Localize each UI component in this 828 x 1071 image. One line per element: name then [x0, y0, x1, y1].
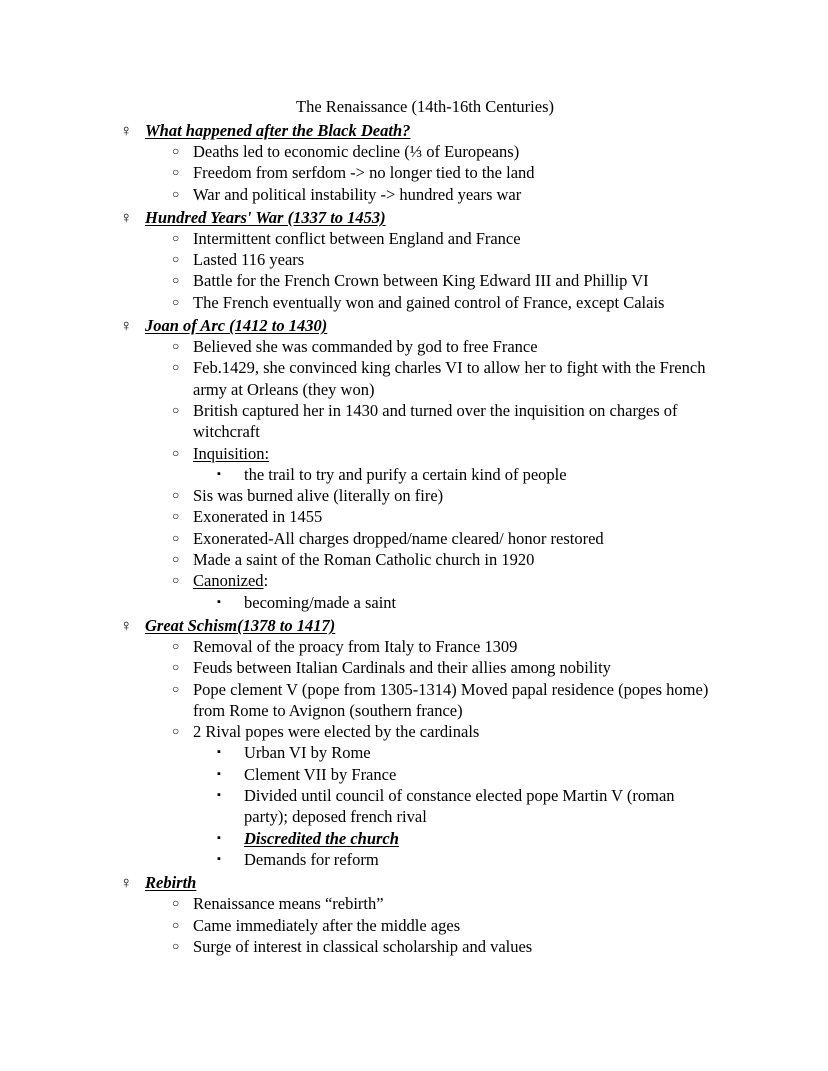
circle-bullet-icon: ○: [172, 252, 180, 267]
list-item-text: Deaths led to economic decline (⅓ of Europeans): [193, 142, 520, 161]
list-item-text: The French eventually won and gained control of France, except Calais: [193, 292, 665, 312]
outline-section: [110, 120, 718, 141]
list-item: [110, 915, 718, 936]
list-item-text: Canonized: [193, 571, 264, 591]
venus-icon: ♀: [120, 207, 133, 227]
sub-list-item: [110, 764, 718, 785]
circle-bullet-icon: ○: [172, 896, 180, 911]
list-item: [110, 636, 718, 657]
list-item: [110, 893, 718, 914]
list-item-text: Pope clement V (pope from 1305-1314) Moved papal residence (popes home) from Rome to Avignon (southern france): [193, 679, 709, 720]
sub-list-item-text: Urban VI by Rome: [244, 743, 371, 763]
list-item: [110, 528, 718, 549]
list-item-text: Made a saint of the Roman Catholic church in 1920: [193, 550, 535, 570]
list-item: [110, 162, 718, 183]
list-item: [110, 336, 718, 357]
list-item-text: Sis was burned alive (literally on fire): [193, 486, 444, 506]
sub-list-item: [110, 849, 718, 870]
circle-bullet-icon: ○: [172, 488, 180, 503]
list-item-text: Removal of the proacy from Italy to France 1309: [193, 636, 518, 656]
square-bullet-icon: ▪: [217, 767, 221, 780]
sub-list-item: [110, 592, 718, 613]
list-item: [110, 721, 718, 742]
circle-bullet-icon: ○: [172, 402, 180, 417]
list-item: [110, 485, 718, 506]
circle-bullet-icon: ○: [172, 144, 180, 158]
list-item-text: Exonerated-All charges dropped/name cleared/ honor restored: [193, 528, 604, 548]
sub-list-item-text: Divided until council of constance elected pope Martin V (roman party); deposed french rival: [244, 786, 675, 827]
circle-bullet-icon: ○: [172, 530, 180, 545]
section-heading: Hundred Years' War (1337 to 1453): [145, 207, 386, 227]
circle-bullet-icon: ○: [172, 165, 180, 180]
list-item: [110, 249, 718, 270]
outline-section: [110, 207, 718, 228]
square-bullet-icon: ▪: [217, 789, 221, 802]
list-item-text: Renaissance means “rebirth”: [193, 894, 384, 914]
circle-bullet-icon: ○: [172, 638, 180, 653]
venus-icon: ♀: [120, 873, 133, 893]
list-item: [110, 570, 718, 591]
sub-list-item: [110, 785, 718, 828]
circle-bullet-icon: ○: [172, 273, 180, 288]
list-item: [110, 679, 718, 722]
list-item: [110, 184, 718, 205]
sub-list-item: [110, 828, 718, 849]
sub-list-item: [110, 464, 718, 485]
list-item-text: Believed she was commanded by god to free France: [193, 337, 538, 357]
outline-root: [110, 120, 718, 957]
list-item: [110, 270, 718, 291]
list-item: [110, 141, 718, 162]
list-item: [110, 400, 718, 443]
sub-list-item-text: the trail to try and purify a certain kind of people: [244, 464, 567, 484]
circle-bullet-icon: ○: [172, 917, 180, 932]
list-item-text: Intermittent conflict between England and France: [193, 228, 521, 248]
outline-level1-list: [110, 893, 718, 957]
section-heading: Great Schism(1378 to 1417): [145, 615, 336, 635]
list-item-text: Freedom from serfdom -> no longer tied to the land: [193, 163, 535, 183]
section-heading: Joan of Arc (1412 to 1430): [145, 316, 328, 336]
list-item-text: Inquisition:: [193, 443, 270, 463]
circle-bullet-icon: ○: [172, 230, 180, 245]
sub-list-item-text: Demands for reform: [244, 849, 379, 869]
square-bullet-icon: ▪: [217, 467, 221, 480]
list-item-suffix: :: [263, 571, 269, 591]
circle-bullet-icon: ○: [172, 573, 180, 588]
list-item: [110, 657, 718, 678]
circle-bullet-icon: ○: [172, 552, 180, 567]
circle-bullet-icon: ○: [172, 360, 180, 375]
sub-list-item: [110, 742, 718, 763]
document-body: [110, 96, 718, 957]
sub-list-item-text: becoming/made a saint: [244, 592, 397, 612]
list-item-text: Surge of interest in classical scholarship and values: [193, 936, 533, 956]
square-bullet-icon: ▪: [217, 831, 221, 844]
outline-section: [110, 872, 718, 893]
circle-bullet-icon: ○: [172, 445, 180, 460]
list-item-text: Feb.1429, she convinced king charles VI to allow her to fight with the French army at Orleans (they won): [193, 358, 706, 399]
list-item: [110, 506, 718, 527]
outline-level1-list: [110, 228, 718, 313]
outline-section: [110, 315, 718, 336]
venus-icon: ♀: [120, 615, 133, 635]
circle-bullet-icon: ○: [172, 509, 180, 524]
section-heading: Rebirth: [145, 873, 197, 893]
page-title: The Renaissance (14th-16th Centuries): [296, 97, 554, 116]
list-item-text: Exonerated in 1455: [193, 507, 323, 527]
list-item: [110, 549, 718, 570]
outline-level1-list: [110, 141, 718, 205]
circle-bullet-icon: ○: [172, 938, 180, 953]
circle-bullet-icon: ○: [172, 339, 180, 354]
circle-bullet-icon: ○: [172, 724, 180, 739]
sub-list-item-text: Clement VII by France: [244, 764, 397, 784]
square-bullet-icon: ▪: [217, 595, 221, 608]
list-item-text: 2 Rival popes were elected by the cardinals: [193, 722, 480, 742]
venus-icon: ♀: [120, 121, 133, 140]
outline-section: [110, 615, 718, 636]
section-heading: What happened after the Black Death?: [145, 121, 411, 140]
circle-bullet-icon: ○: [172, 660, 180, 675]
sub-list-item-text: Discredited the church: [244, 828, 399, 848]
circle-bullet-icon: ○: [172, 186, 180, 201]
list-item-text: Lasted 116 years: [193, 250, 305, 270]
square-bullet-icon: ▪: [217, 746, 221, 759]
list-item: [110, 936, 718, 957]
list-item: [110, 357, 718, 400]
list-item-text: Feuds between Italian Cardinals and their allies among nobility: [193, 658, 611, 678]
list-item: [110, 292, 718, 313]
list-item-text: British captured her in 1430 and turned over the inquisition on charges of witchcraft: [193, 400, 678, 442]
venus-icon: ♀: [120, 316, 133, 336]
list-item: [110, 228, 718, 249]
outline-level1-list: [110, 636, 718, 870]
list-item-text: Came immediately after the middle ages: [193, 915, 461, 935]
list-item-text: Battle for the French Crown between King Edward III and Phillip VI: [193, 271, 649, 291]
circle-bullet-icon: ○: [172, 681, 180, 696]
outline-level1-list: [110, 336, 718, 613]
list-item: [110, 443, 718, 464]
square-bullet-icon: ▪: [217, 852, 221, 865]
circle-bullet-icon: ○: [172, 294, 180, 309]
list-item-text: War and political instability -> hundred years war: [193, 184, 522, 204]
